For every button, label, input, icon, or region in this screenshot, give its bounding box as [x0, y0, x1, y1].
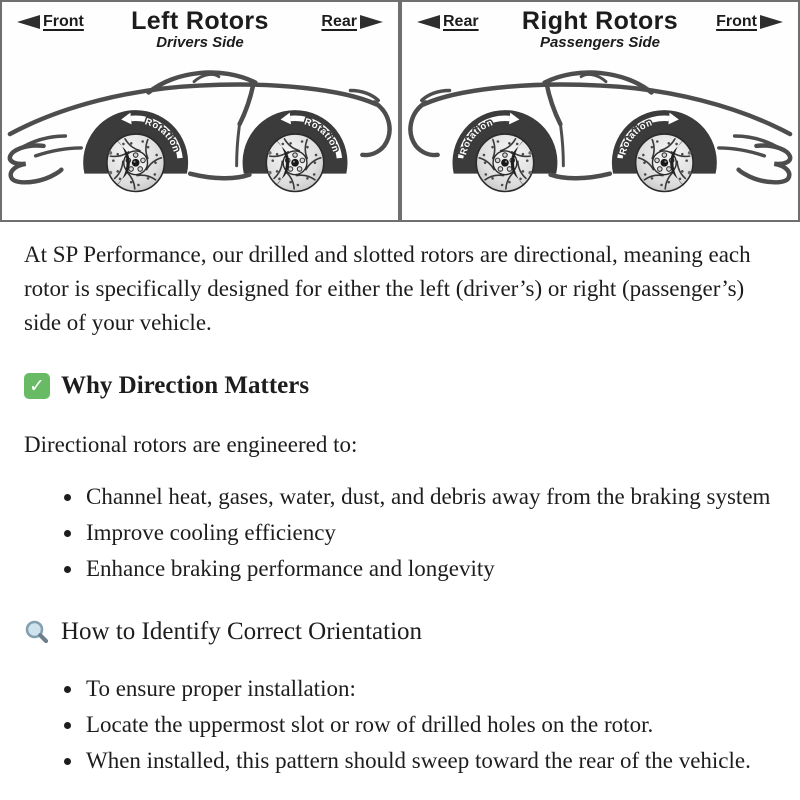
arrow-left-icon	[15, 14, 41, 30]
bullet-item: • Enhance braking performance and longevity	[84, 552, 776, 586]
right-panel-header	[402, 2, 798, 60]
heading-text: Why Direction Matters	[61, 372, 310, 399]
magnifying-glass-icon	[24, 619, 50, 645]
front-direction-label	[15, 13, 84, 31]
front-direction-label	[716, 13, 785, 31]
direction-text: Front	[43, 13, 84, 30]
why-direction-matters-heading	[24, 370, 776, 402]
bullet-item: • To ensure proper installation:	[84, 672, 776, 706]
identify-orientation-heading	[24, 616, 776, 648]
intro-paragraph: At SP Performance, our drilled and slotted rotors are directional, meaning each rotor is specifically designed for either the left (driver’s) or right (passenger’s) side of your vehicle.	[24, 242, 751, 335]
bullet-item: • Improve cooling efficiency	[84, 516, 776, 550]
arrow-right-icon	[359, 14, 385, 30]
bullet-item: • Channel heat, gases, water, dust, and debris away from the braking system	[84, 480, 776, 514]
panel-subtitle: Passengers Side	[539, 34, 661, 51]
rear-direction-label	[415, 13, 479, 31]
check-mark-icon: ✓	[24, 373, 50, 399]
rotor-direction-diagram	[0, 0, 800, 222]
arrow-right-icon	[759, 14, 785, 30]
identify-bullet-list	[24, 672, 776, 778]
direction-text: Rear	[443, 13, 479, 30]
rotation-label: Rotation	[457, 116, 495, 156]
bullet-item: • When installed, this pattern should sweep toward the rear of the vehicle.	[84, 744, 776, 778]
rear-direction-label	[321, 13, 385, 31]
left-car-illustration	[2, 60, 398, 220]
bullet-item: • Locate the uppermost slot or row of drilled holes on the rotor.	[84, 708, 776, 742]
heading-text: How to Identify Correct Orientation	[61, 618, 423, 645]
left-panel-header	[2, 2, 398, 60]
direction-text: Front	[716, 13, 757, 30]
rotation-label: Rotation	[616, 116, 654, 156]
right-car-illustration	[402, 60, 798, 220]
rotation-label: Rotation	[143, 115, 183, 154]
arrow-left-icon	[415, 14, 441, 30]
panel-title: Left Rotors	[131, 7, 269, 35]
left-rotors-panel	[0, 0, 400, 222]
article-body	[0, 238, 800, 800]
panel-title: Right Rotors	[521, 7, 679, 35]
right-rotors-panel	[400, 0, 800, 222]
rotation-label: Rotation	[303, 115, 342, 154]
direction-text: Rear	[321, 13, 357, 30]
panel-subtitle: Drivers Side	[156, 34, 244, 51]
why-bullet-list	[24, 480, 776, 586]
engineered-to-lead: Directional rotors are engineered to:	[24, 432, 358, 457]
